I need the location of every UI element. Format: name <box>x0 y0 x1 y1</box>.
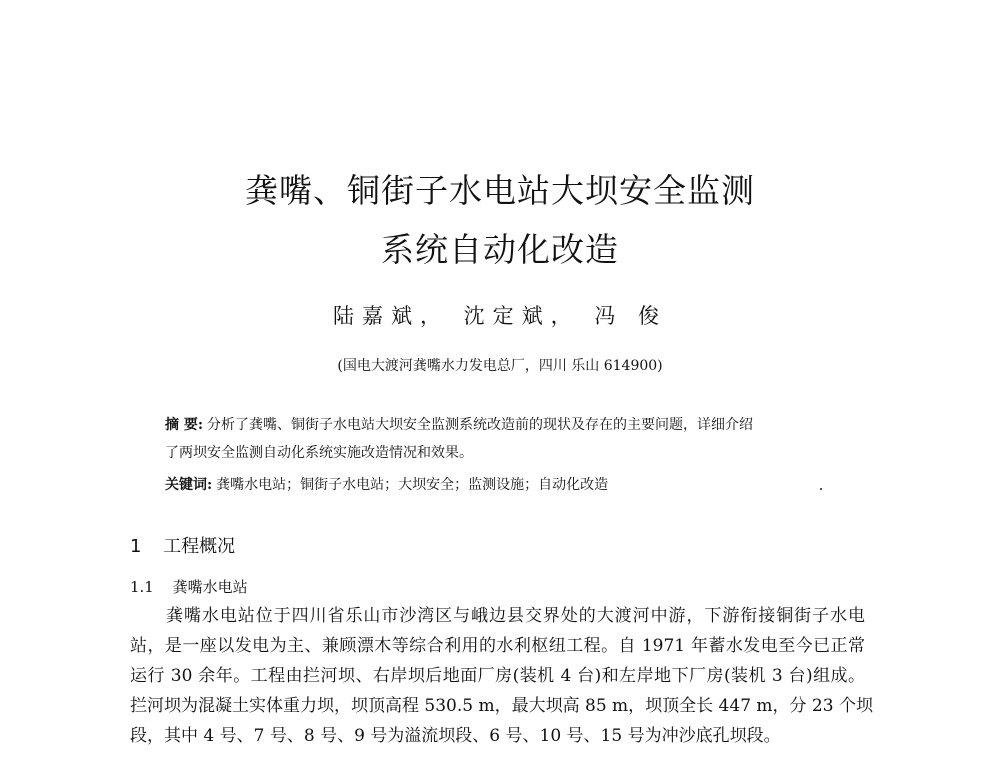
paper-title-line-1: 龚嘴、铜街子水电站大坝安全监测 <box>245 171 755 210</box>
section-number: 1 <box>130 536 142 557</box>
section-heading <box>130 532 235 558</box>
section-title: 工程概况 <box>163 536 236 557</box>
abstract-line-1 <box>165 414 753 434</box>
keywords <box>165 474 608 494</box>
paragraph-line: 运行 30 余年。工程由拦河坝、右岸坝后地面厂房(装机 4 台)和左岸地下厂房(装机 3 台)组成。 <box>130 666 865 686</box>
subsection-number: 1.1 <box>130 578 154 596</box>
subsection-heading <box>130 576 248 597</box>
paper-title-line-2: 系统自动化改造 <box>381 230 619 269</box>
abstract-text-1: 分析了龚嘴、铜街子水电站大坝安全监测系统改造前的现状及存在的主要问题，详细介绍 <box>207 417 754 433</box>
authors: 陆嘉斌， 沈定斌， 冯 俊 <box>332 304 668 328</box>
paragraph-line: 站，是一座以发电为主、兼顾漂木等综合利用的水利枢纽工程。自 1971 年蓄水发电至今已正常 <box>130 636 865 656</box>
subsection-title: 龚嘴水电站 <box>172 578 248 596</box>
paragraph-line: 拦河坝为混凝土实体重力坝，坝顶高程 530.5 m，最大坝高 85 m，坝顶全长 447 m，分 23 个坝 <box>130 696 873 716</box>
paragraph-line: 龚嘴水电站位于四川省乐山市沙湾区与峨边县交界处的大渡河中游，下游衔接铜街子水电 <box>166 606 865 626</box>
paragraph-line: 段，其中 4 号、7 号、8 号、9 号为溢流坝段、6 号、10 号、15 号为冲沙底孔坝段。 <box>130 726 781 746</box>
keywords-text: 龚嘴水电站；铜街子水电站；大坝安全；监测设施；自动化改造 <box>216 477 609 493</box>
keywords-label: 关键词: <box>165 477 213 493</box>
affiliation: (国电大渡河龚嘴水力发电总厂，四川 乐山 614900) <box>337 358 663 374</box>
stray-dot <box>820 488 822 490</box>
abstract-label: 摘 要: <box>165 417 204 433</box>
abstract-line-2: 了两坝安全监测自动化系统实施改造情况和效果。 <box>165 445 473 461</box>
